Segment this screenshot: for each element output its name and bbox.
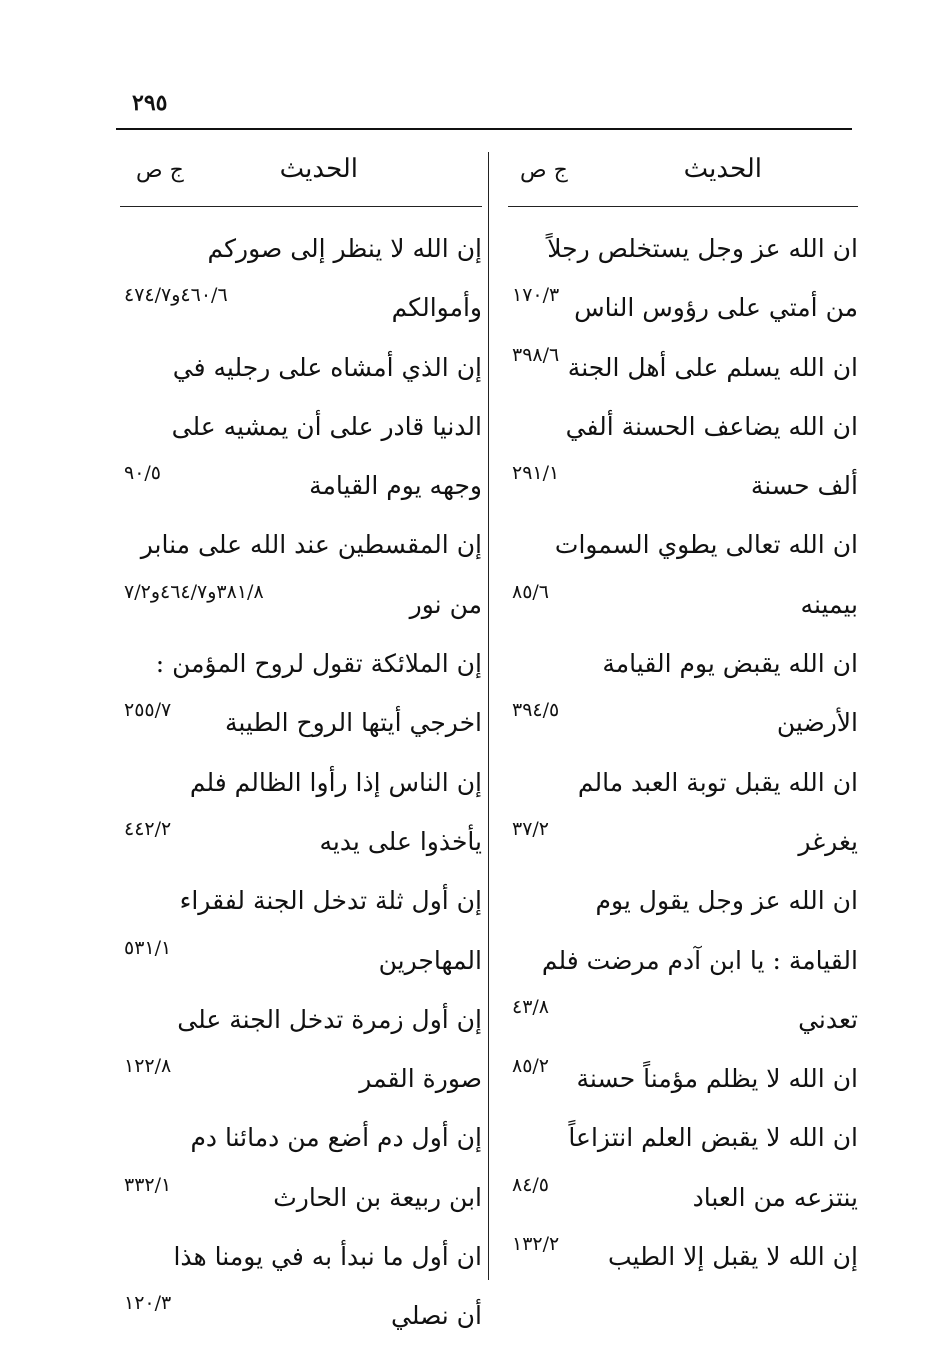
hadith-text: من نور <box>409 589 482 619</box>
volume-page-ref: ١٢٠/٣ <box>124 1292 172 1315</box>
hadith-text: ان الله عز وجل يستخلص رجلاً <box>547 234 858 263</box>
hadith-line <box>508 338 858 397</box>
hadith-line <box>120 1108 482 1167</box>
column-divider <box>488 152 489 1280</box>
volume-page-ref: ٤٣/٨ <box>512 995 550 1018</box>
hadith-text: ان الله عز وجل يقول يوم <box>595 886 858 916</box>
hadith-line <box>120 634 482 693</box>
volume-page-ref: ٤٤٢/٢ <box>124 817 172 840</box>
hadith-text: المهاجرين <box>378 945 482 975</box>
hadith-text: إن الله لا ينظر إلى صوركم <box>207 234 482 263</box>
hadith-text: صورة القمر <box>359 1064 482 1094</box>
hadith-text: إن الذي أمشاه على رجليه في <box>172 352 482 382</box>
volume-page-ref: ١٣٢/٢ <box>512 1233 560 1256</box>
hadith-text: بيمينه <box>800 589 858 619</box>
hadith-text: وجهه يوم القيامة <box>309 471 482 501</box>
hadith-line <box>120 1286 482 1345</box>
hadith-text: ان الله يقبض يوم القيامة <box>602 649 858 679</box>
volume-page-ref: ٥٣١/١ <box>124 936 172 959</box>
volume-page-ref: ٢٥٥/٧ <box>124 699 172 722</box>
hadith-line <box>120 812 482 871</box>
hadith-line <box>508 575 858 634</box>
hadith-text: وأموالكم <box>391 293 482 323</box>
hadith-line <box>508 931 858 990</box>
hadith-text: ان الله تعالى يطوي السموات <box>554 530 858 560</box>
hadith-text: ان الله يضاعف الحسنة ألفي <box>565 411 858 441</box>
volume-page-ref: ٢٩١/١ <box>512 462 560 485</box>
hadith-text: إن أول دم أضع من دمائنا دم <box>190 1123 482 1153</box>
hadith-line <box>120 693 482 752</box>
hadith-line <box>508 871 858 930</box>
left-column <box>120 150 482 1346</box>
hadith-text: ان أول ما نبدأ به في يومنا هذا <box>173 1242 482 1272</box>
right-column-header <box>508 150 858 207</box>
volume-page-ref: ٣٨١/٨و٤٦٤/٧و٧/٢ <box>124 580 264 603</box>
volume-page-ref: ٣٩٤/٥ <box>512 699 560 722</box>
hadith-text: القيامة : يا ابن آدم مرضت فلم <box>541 945 858 975</box>
hadith-line <box>120 575 482 634</box>
volume-page-ref: ١٧٠/٣ <box>512 284 560 307</box>
volume-page-ref: ٤٦٠/٦و٤٧٤/٧ <box>124 284 228 307</box>
hadith-text: الأرضين <box>776 708 858 738</box>
hadith-line <box>508 812 858 871</box>
hadith-line <box>120 871 482 930</box>
volume-page-ref: ٨٥/٦ <box>512 580 550 603</box>
volume-page-ref: ٣٣٢/١ <box>124 1173 172 1196</box>
hadith-line <box>508 397 858 456</box>
left-header-ref: ج ص <box>136 158 184 183</box>
hadith-line <box>120 1227 482 1286</box>
hadith-line <box>508 990 858 1049</box>
hadith-text: ألف حسنة <box>750 471 858 501</box>
hadith-text: إن أول ثلة تدخل الجنة لفقراء <box>179 886 482 916</box>
hadith-line <box>508 515 858 574</box>
volume-page-ref: ٣٧/٢ <box>512 817 550 840</box>
hadith-line <box>508 1108 858 1167</box>
hadith-line <box>120 456 482 515</box>
hadith-text: إن أول زمرة تدخل الجنة على <box>177 1004 482 1034</box>
page-number: ٢٩٥ <box>132 90 168 116</box>
hadith-text: إن المقسطين عند الله على منابر <box>140 530 482 560</box>
hadith-text: ان الله يسلم على أهل الجنة <box>567 352 858 382</box>
hadith-line <box>120 338 482 397</box>
hadith-line <box>120 1049 482 1108</box>
hadith-line <box>508 456 858 515</box>
hadith-line <box>120 278 482 337</box>
right-header-title: الحديث <box>683 154 762 184</box>
hadith-text: ان الله يقبل توبة العبد مالم <box>577 767 858 797</box>
left-column-lines <box>120 219 482 1346</box>
hadith-line <box>508 219 858 278</box>
volume-page-ref: ٨٤/٥ <box>512 1173 550 1196</box>
hadith-text: يأخذوا على يديه <box>319 826 482 856</box>
right-column-lines <box>508 219 858 1286</box>
hadith-text: من أمتي على رؤوس الناس <box>574 293 858 323</box>
hadith-text: إن الملائكة تقول لروح المؤمن : <box>155 649 482 679</box>
left-header-title: الحديث <box>279 154 358 184</box>
volume-page-ref: ٣٩٨/٦ <box>512 343 560 366</box>
hadith-text: ينتزعه من العباد <box>692 1182 858 1212</box>
hadith-line <box>508 1168 858 1227</box>
hadith-line <box>120 990 482 1049</box>
left-column-header <box>120 150 482 207</box>
hadith-line <box>508 1049 858 1108</box>
volume-page-ref: ٨٥/٢ <box>512 1055 550 1078</box>
hadith-text: تعدني <box>798 1004 858 1034</box>
hadith-line <box>120 753 482 812</box>
volume-page-ref: ١٢٢/٨ <box>124 1055 172 1078</box>
volume-page-ref: ٩٠/٥ <box>124 462 162 485</box>
hadith-line <box>508 1227 858 1286</box>
hadith-text: اخرجي أيتها الروح الطيبة <box>224 708 482 738</box>
hadith-text: الدنيا قادر على أن يمشيه على <box>171 411 482 441</box>
right-column <box>508 150 858 1286</box>
hadith-line <box>120 931 482 990</box>
hadith-text: ان الله لا يقبض العلم انتزاعاً <box>568 1123 858 1153</box>
hadith-text: أن نصلي <box>390 1301 482 1331</box>
hadith-line <box>120 397 482 456</box>
top-rule <box>116 128 852 130</box>
hadith-text: ان الله لا يظلم مؤمناً حسنة <box>576 1064 858 1094</box>
hadith-line <box>120 1168 482 1227</box>
hadith-line <box>508 634 858 693</box>
hadith-text: إن الناس إذا رأوا الظالم فلم <box>189 767 482 797</box>
hadith-line <box>508 278 858 337</box>
right-header-ref: ج ص <box>520 158 568 183</box>
hadith-text: إن الله لا يقبل إلا الطيب <box>608 1242 858 1272</box>
hadith-line <box>508 693 858 752</box>
hadith-line <box>508 753 858 812</box>
hadith-text: يغرغر <box>798 826 858 856</box>
hadith-text: ابن ربيعة بن الحارث <box>273 1182 482 1212</box>
